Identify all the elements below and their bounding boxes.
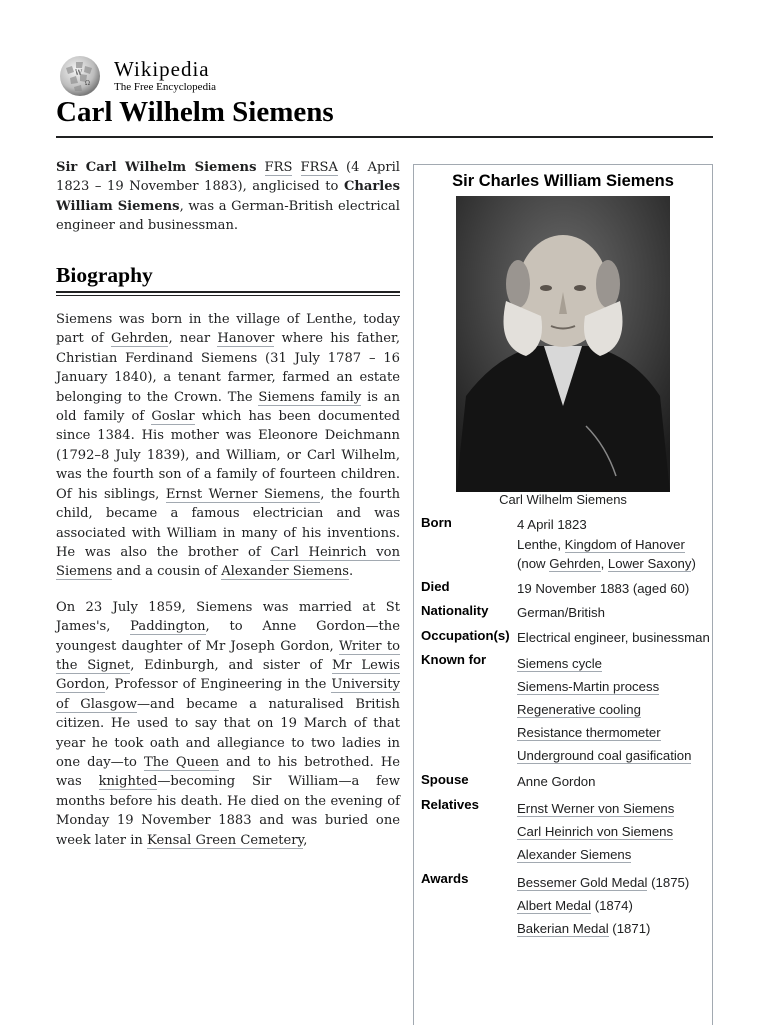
known-for-item — [517, 652, 711, 675]
infobox-rows — [421, 515, 711, 945]
known-for-link[interactable]: Underground coal gasification — [517, 748, 692, 763]
award-year: (1871) — [608, 920, 651, 936]
infobox-row-born — [421, 515, 711, 574]
paragraph-text: which has been documented since 1384. His mother was Eleonore Deichmann (1792–8 July 1839), and William, or Carl Wilhelm, was the fourth son of a family of fourteen children. Of his siblings, — [56, 409, 400, 502]
paragraph-text: and to his betrothed. He was — [56, 754, 401, 790]
relative-link[interactable]: Carl Heinrich von Siemens — [517, 823, 674, 839]
wordmark: Wikipedia — [114, 57, 210, 81]
article-link[interactable]: Writer to the Signet — [56, 638, 400, 673]
relative-item — [517, 820, 711, 843]
article-link[interactable]: Paddington — [130, 619, 206, 635]
known-for-link[interactable]: Resistance thermometer — [517, 725, 661, 740]
infobox-title: Sir Charles William Siemens — [452, 172, 674, 190]
relatives-label: Relatives — [421, 796, 479, 812]
known-for-item — [517, 698, 711, 721]
award-item — [517, 894, 711, 917]
frsa-link[interactable]: FRSA — [300, 160, 338, 175]
born-close: ) — [691, 556, 696, 571]
article-link[interactable]: knighted — [98, 774, 158, 790]
paragraph-text: —and became a naturalised British citizen. He used to say that on 19 March of that year he took oath and allegiance to two ladies in one day—to — [56, 696, 400, 770]
page-title: Carl Wilhelm Siemens — [56, 96, 334, 128]
lead-dates: (4 April 1823 – 19 November 1883), anglicised to — [56, 160, 400, 195]
born-place-text: Lenthe, — [517, 536, 565, 552]
occupation-value: Electrical engineer, businessman — [517, 629, 710, 645]
infobox — [413, 164, 713, 1025]
born-sep: , — [600, 556, 608, 571]
infobox-row-died — [421, 579, 711, 599]
article-link[interactable]: Siemens family — [258, 389, 362, 405]
article-link[interactable]: Kensal Green Cemetery — [147, 832, 304, 848]
article-body — [56, 158, 400, 866]
lead-rest: , was a German-British electrical engineer and businessman. — [56, 198, 400, 234]
born-now-text: (now — [517, 556, 550, 571]
paragraph-text: , Professor of Engineering in the — [105, 677, 332, 693]
known-for-item — [517, 744, 711, 767]
svg-text:W: W — [75, 69, 83, 77]
paragraph-text: On 23 July 1859, Siemens was married at St James's, — [56, 599, 400, 635]
paragraph-text: is an old family of — [56, 389, 400, 425]
relative-item — [517, 797, 711, 820]
relatives-list — [517, 797, 711, 866]
article-link[interactable]: Hanover — [217, 331, 275, 347]
frs-link[interactable]: FRS — [264, 160, 293, 175]
section-divider — [56, 291, 400, 296]
known-for-link[interactable]: Regenerative cooling — [517, 702, 641, 717]
article-link[interactable]: Gehrden — [110, 331, 169, 347]
relative-link[interactable]: Alexander Siemens — [517, 846, 632, 862]
paragraph-text: , Edinburgh, and sister of — [130, 657, 332, 673]
occupation-label: Occupation(s) — [421, 627, 510, 643]
paragraph-text: —becoming Sir William—a few months before his death. He died on the evening of Monday 19 November 1883 and was buried one week later in — [56, 774, 400, 848]
wikipedia-globe-icon — [56, 54, 104, 98]
born-label: Born — [421, 515, 452, 530]
svg-text:Ω: Ω — [85, 80, 90, 87]
award-year: (1875) — [647, 874, 690, 890]
award-link[interactable]: Albert Medal — [517, 897, 592, 913]
article-link[interactable]: University of Glasgow — [56, 677, 400, 712]
paragraph-text: . — [349, 564, 354, 580]
paragraph-text: , to Anne Gordon—the youngest daughter of Mr Joseph Gordon, — [56, 619, 400, 654]
article-link[interactable]: Ernst Werner Siemens — [165, 486, 321, 502]
lower-saxony-link[interactable]: Lower Saxony — [607, 556, 692, 571]
nationality-value: German/British — [517, 605, 605, 620]
spouse-value: Anne Gordon — [517, 774, 596, 789]
relative-item — [517, 843, 711, 866]
award-item — [517, 917, 711, 940]
known-for-link[interactable]: Siemens-Martin process — [517, 679, 660, 694]
award-link[interactable]: Bessemer Gold Medal — [517, 874, 648, 890]
known-for-link[interactable]: Siemens cycle — [517, 656, 603, 671]
paragraph-text: where his father, Christian Ferdinand Siemens (31 July 1787 – 16 January 1840), a tenant farmer, farmed an estate belonging to the Crown. The — [56, 331, 400, 405]
infobox-row-spouse — [421, 772, 711, 792]
portrait-caption: Carl Wilhelm Siemens — [499, 492, 627, 507]
known-for-label: Known for — [421, 652, 487, 667]
section-heading-biography: Biography — [56, 262, 153, 287]
infobox-row-occupation — [421, 628, 711, 648]
award-item — [517, 871, 711, 894]
paragraph-text: , near — [168, 331, 218, 347]
infobox-row-known-for — [421, 652, 711, 767]
article-link[interactable]: Carl Heinrich von Siemens — [56, 544, 400, 580]
born-value — [517, 515, 711, 574]
article-link[interactable]: The Queen — [143, 754, 220, 770]
paragraph-text: , the fourth child, became a famous electrician and was associated with William in many of his inventions. He was also the brother of — [56, 486, 401, 560]
award-year: (1874) — [591, 897, 633, 913]
paragraph-text: Siemens was born in the village of Lenthe, today part of — [56, 312, 400, 347]
award-link[interactable]: Bakerian Medal — [517, 920, 609, 936]
biography-paragraph-2 — [56, 598, 400, 850]
article-link[interactable]: Alexander Siemens — [221, 564, 349, 580]
lead-anglicised-name: Charles William Siemens — [56, 179, 400, 214]
paragraph-text: and a cousin of — [112, 564, 222, 580]
awards-label: Awards — [421, 870, 469, 886]
tagline: The Free Encyclopedia — [114, 81, 217, 93]
nationality-label: Nationality — [421, 603, 489, 618]
article-link[interactable]: Mr Lewis Gordon — [56, 657, 400, 693]
awards-list — [517, 871, 711, 940]
portrait-photo[interactable] — [456, 196, 670, 492]
infobox-row-relatives — [421, 797, 711, 866]
died-value: 19 November 1883 (aged 60) — [517, 580, 690, 596]
known-for-list — [517, 652, 711, 767]
infobox-row-awards — [421, 871, 711, 940]
known-for-item — [517, 675, 711, 698]
wikipedia-logo[interactable] — [56, 54, 216, 98]
paragraph-text: , — [303, 832, 308, 848]
died-label: Died — [421, 578, 450, 594]
lead-name: Sir Carl Wilhelm Siemens — [56, 160, 257, 175]
lead-paragraph — [56, 158, 400, 236]
biography-paragraph-1 — [56, 310, 400, 582]
title-divider — [56, 136, 713, 138]
kingdom-of-hanover-link[interactable]: Kingdom of Hanover — [564, 536, 685, 552]
spouse-label: Spouse — [421, 772, 469, 787]
relative-link[interactable]: Ernst Werner von Siemens — [517, 800, 675, 816]
infobox-row-nationality — [421, 603, 711, 623]
gehrden-link[interactable]: Gehrden — [549, 556, 601, 571]
born-date: 4 April 1823 — [517, 517, 587, 532]
known-for-item — [517, 721, 711, 744]
article-link[interactable]: Goslar — [151, 409, 195, 425]
